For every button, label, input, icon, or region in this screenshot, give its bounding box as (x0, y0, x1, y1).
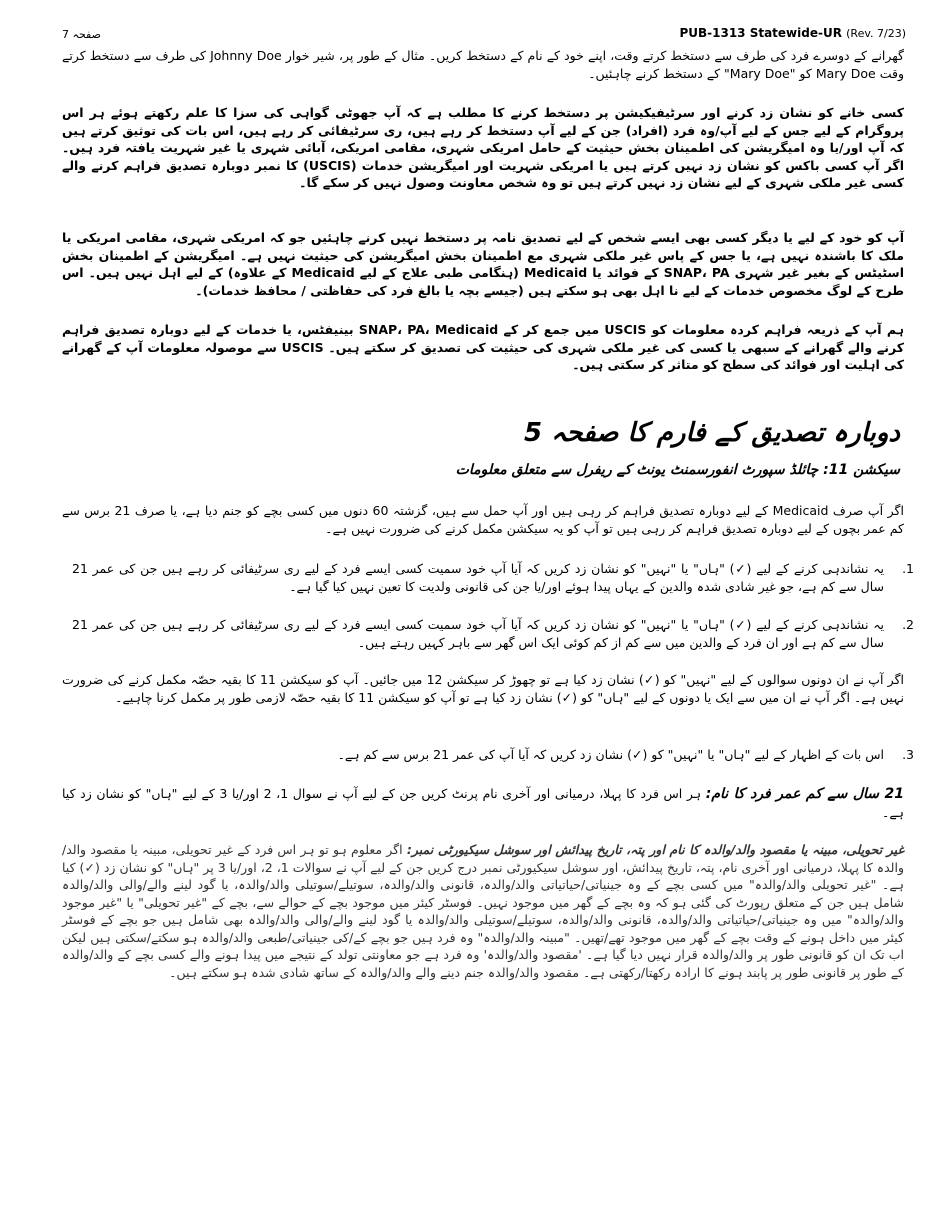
paragraph-under21-name (62, 785, 904, 821)
revision-date: (Rev. 7/23) (846, 27, 906, 40)
paragraph-noncitizen-warning: آپ کو خود کے لیے یا دیگر کسی بھی ایسے شخص کے لیے تصدیق نامہ پر دستخط نہیں کرنے چاہئیں جو کہ امریکی شہری، مقامی امریکی یا ملک کا باشندہ نہیں ہے، یا جس کے پاس غیر ملکی شہری مع اطمینان بخش امیگریشن کی حیثیت نہیں ہے۔ امیگریشن کے اطمینان بخش اسٹیٹس کے بغیر غیر شہری SNAP، PA کے فوائد یا Medicaid (ہنگامی طبی علاج کے لیے Medicaid کے علاوہ) کے لیے اہل نہیں ہیں۔ اس طرح کے لوگ مخصوص خدمات کے لیے نا اہل بھی ہو سکتے ہیں (جیسے بچہ یا بالغ فرد کی حفاظتی / محافظ خدمات)۔ (62, 230, 904, 298)
paragraph-lead: 21 سال سے کم عمر فرد کا نام: (705, 786, 905, 802)
list-text: اس بات کے اظہار کے لیے "ہاں" یا "نہیں" کو (✓) نشان زد کریں کہ آیا آپ کی عمر 21 برس سے کم ہے۔ (337, 747, 884, 762)
paragraph-body: اگر معلوم ہو تو ہر اس فرد کے غیر تحویلی، مبینہ یا مقصود والد/والدہ کا پہلا، درمیانی اور آخری نام، پتہ، تاریخ پیدائش، اور سوشل سیکیورٹی نمبر درج کریں جن کے لیے آپ نے سوالات 1، 2، اور/یا 3 پر "ہاں" کو نشان زد (✓) کیا ہے۔ "غیر تحویلی والد/والدہ" میں کسی بچے کے وہ جینیاتی/حیاتیاتی والد/والدہ، قانونی والد/والدہ، سوتیلے/سوتیلی والد/والدہ، یا گود لینے والے/والی والد/والدہ شامل ہیں جن کے متعلق رپورٹ کی گئی ہو کہ وہ بچے کے گھر میں موجود نہیں۔ فوسٹر کیئر میں موجود بچے کے حوالے سے، بچے کے "غیر تحویلی" یا "غیر موجود والد/والدہ" میں وہ جینیاتی/حیاتیاتی والد/والدہ، قانونی والد/والدہ، سوتیلے/سوتیلی والد/والدہ یا گود لینے والے/والی والد/والدہ بھی شامل ہیں جو بچے کے فوسٹر کیئر میں داخل ہونے کے وقت بچے کے گھر میں موجود تھے/تھیں۔ "مبینہ والد/والدہ" وہ فرد ہیں جو بچے کے/کی جینیاتی/طبعی والد/والدہ ہو سکتے/سکتی ہیں لیکن اب تک ان کو قانونی طور پر والد/والدہ قرار نہیں دیا گیا ہے۔ 'مقصود والد/والدہ' وہ فرد ہے جو معاونتی تولد کے نتیجے میں پیدا ہونے والے کسی بچے کے والد/والدہ کے طور پر قانونی طور پر پابند ہونے کا ارادہ رکھتا/رکھتی ہے۔ مقصود والد/والدہ جنم دینے والے والد/والدہ کے ساتھ شادی شدہ ہو سکتے ہیں۔ (62, 842, 905, 980)
publication-id (679, 26, 906, 40)
paragraph-perjury-certification: کسی خانے کو نشان زد کرنے اور سرٹیفیکیشن پر دستخط کرنے کا مطلب ہے کہ آپ جھوٹی گواہی کی سزا کا علم رکھتے ہوئے ہر اس پروگرام کے لیے جس کے لیے آپ/وہ فرد (افراد) جن کے لیے آپ دستخط کر رہے ہیں، ری سرٹیفائی کر رہے ہیں، اس بات کی توثیق کرتے ہیں کہ آپ اور/یا وہ امیگریشن کی اطمینان بخش حیثیت کے حامل امریکی شہری، مقامی امریکی، آبائی شہری یا غیر شہریت یافتہ فرد ہیں۔ اگر آپ کسی باکس کو نشان زد نہیں کرتے ہیں یا امریکی شہریت اور امیگریشن خدمات (USCIS) کا نمبر دوبارہ تصدیق فراہم کرنے والے کسی غیر ملکی شہری کے لیے نشان زد نہیں کرتے ہیں تو وہ شخص معاونت وصول نہیں کر سکے گا۔ (62, 105, 904, 190)
list-text: یہ نشاندہی کرنے کے لیے (✓) "ہاں" یا "نہیں" کو نشان زد کریں کہ آیا آپ خود سمیت کسی ایسے فرد کے لیے ری سرٹیفائی کر رہے ہیں جن کی عمر 21 سال سے کم ہے، جو غیر شادی شدہ والدین کے یہاں پیدا ہوئے اور/یا جن کی قانونی ولدیت کا تعین نہیں کیا گیا ہے۔ (72, 561, 884, 594)
section-title: دوبارہ تصدیق کے فارم کا صفحہ 5 (524, 418, 900, 448)
list-text: یہ نشاندہی کرنے کے لیے (✓) "ہاں" یا "نہیں" کو نشان زد کریں کہ آیا آپ خود سمیت کسی ایسے فرد کے لیے ری سرٹیفائی کر رہے ہیں جن کی عمر 21 سال سے کم ہے اور ان فرد کے والدین میں سے کم از کم کوئی ایک اس گھر سے باہر کہیں رہتے ہیں۔ (72, 617, 884, 650)
list-item (72, 560, 914, 595)
pub-code: PUB-1313 Statewide-UR (679, 26, 842, 40)
paragraph-medicaid-exemption: اگر آپ صرف Medicaid کے لیے دوبارہ تصدیق فراہم کر رہی ہیں اور آپ حمل سے ہیں، گزشتہ 60 دنوں میں کسی بچے کو جنم دیا ہے، یا صرف 21 برس سے کم عمر بچوں کے لیے دوبارہ تصدیق فراہم کر رہی ہیں تو آپ کو یہ سیکشن مکمل کرنے کی ضرورت نہیں ہے۔ (62, 503, 904, 536)
paragraph-lead: غیر تحویلی، مبینہ یا مقصود والد/والدہ کا نام اور پتہ، تاریخ پیدائش اور سوشل سیکیورٹی نمبر: (406, 842, 904, 857)
list-number: 1. (902, 561, 914, 576)
paragraph-parent-info (62, 841, 904, 981)
paragraph-body: ہر اس فرد کا پہلا، درمیانی اور آخری نام پرنٹ کریں جن کے لیے آپ نے سوال 1، 2 اور/یا 3 کے لیے "ہاں" کو نشان زد کیا ہے۔ (62, 786, 904, 820)
section-subtitle: سیکشن 11: چائلڈ سپورٹ انفورسمنٹ یونٹ کے ریفرل سے متعلق معلومات (455, 462, 900, 478)
list-number: 3. (902, 747, 914, 762)
list-number: 2. (902, 617, 914, 632)
page-number: صفحہ 7 (62, 28, 101, 41)
paragraph-skip-instructions: اگر آپ نے ان دونوں سوالوں کے لیے "نہیں" کو (✓) نشان زد کیا ہے تو چھوڑ کر سیکشن 12 میں جائیں۔ آپ کو سیکشن 11 کا بقیہ حصّہ مکمل کرنے کی ضرورت نہیں ہے۔ اگر آپ نے ان میں سے ایک یا دونوں کے لیے "ہاں" کو (✓) نشان زد کیا ہے تو آپ کو سیکشن 11 کا بقیہ حصّہ لازمی طور پر مکمل کرنا چاہیے۔ (62, 672, 905, 705)
paragraph-signing-others: گھرانے کے دوسرے فرد کی طرف سے دستخط کرتے وقت، اپنے خود کے نام کے دستخط کریں۔ مثال کے طور پر، شیر خوار Johnny Doe کی طرف سے دستخط کرتے وقت Mary Doe کو "Mary Doe" کے دستخط کرنے چاہئیں۔ (62, 48, 904, 81)
list-item (72, 616, 914, 651)
list-item (72, 746, 914, 764)
paragraph-uscis-verification: ہم آپ کے ذریعہ فراہم کردہ معلومات کو USCIS میں جمع کر کے SNAP، PA، Medicaid بینیفٹس، یا خدمات کے لیے دوبارہ تصدیق فراہم کرنے والے گھرانے کے سبھی یا کسی کی غیر ملکی شہری کی حیثیت کی تصدیق کر سکتے ہیں۔ USCIS سے موصولہ معلومات آپ کے گھرانے کی اہلیت اور فوائد کی سطح کو متاثر کر سکتی ہیں۔ (62, 322, 904, 372)
